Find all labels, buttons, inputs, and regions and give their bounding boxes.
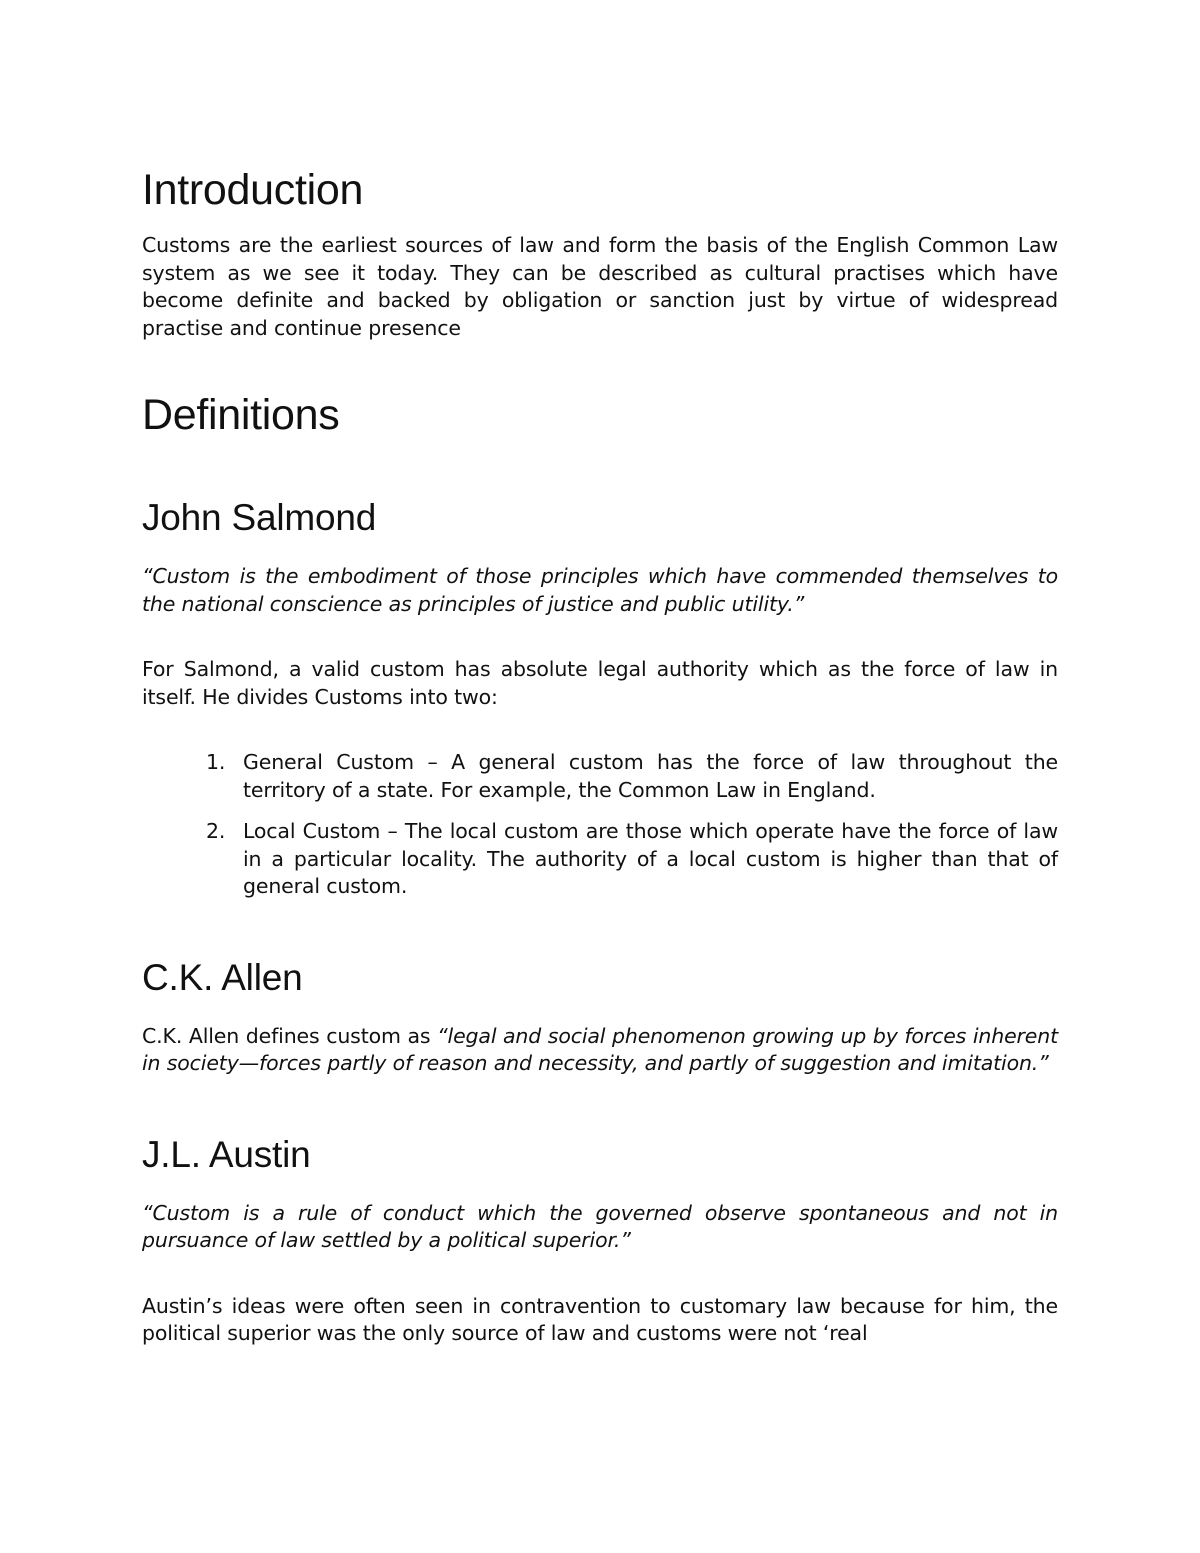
list-item [142,749,1058,804]
allen-quote: “legal and social phenomenon growing up by forces inherent in society—forces partly of reason and necessity, and partly of suggestion and imitation.” [142,1023,1059,1075]
list-item-text: General Custom – A general custom has the force of law throughout the territory of a state. For example, the Common Law in England. [243,750,1058,802]
allen-heading: C.K. Allen [142,956,303,998]
custom-types-list [142,749,1058,901]
salmond-heading: John Salmond [142,497,377,538]
document-page [142,158,1058,1348]
list-item-text: Local Custom – The local custom are those which operate have the force of law in a particular locality. The authority of a local custom is higher than that of general custom. [243,819,1058,898]
list-item-number: 2. [206,819,226,843]
list-item [142,818,1058,901]
introduction-body: Customs are the earliest sources of law and form the basis of the English Common Law system as we see it today. They can be described as cultural practises which have become definite and backed by obligation or sanction just by virtue of widespread practise and continue presence [142,233,1058,340]
austin-quote: “Custom is a rule of conduct which the governed observe spontaneous and not in pursuance of law settled by a political superior.” [142,1200,1058,1252]
salmond-body: For Salmond, a valid custom has absolute legal authority which as the force of law in itself. He divides Customs into two: [142,657,1058,709]
austin-body: Austin’s ideas were often seen in contravention to customary law because for him, the political superior was the only source of law and customs were not ‘real [142,1293,1058,1345]
introduction-heading: Introduction [142,166,364,214]
list-item-number: 1. [206,750,226,774]
salmond-quote: “Custom is the embodiment of those principles which have commended themselves to the national conscience as principles of justice and public utility.” [142,564,1058,616]
definitions-heading: Definitions [142,391,340,439]
austin-heading: J.L. Austin [142,1133,311,1175]
allen-body [142,1023,1058,1078]
allen-lead: C.K. Allen defines custom as [142,1023,438,1048]
